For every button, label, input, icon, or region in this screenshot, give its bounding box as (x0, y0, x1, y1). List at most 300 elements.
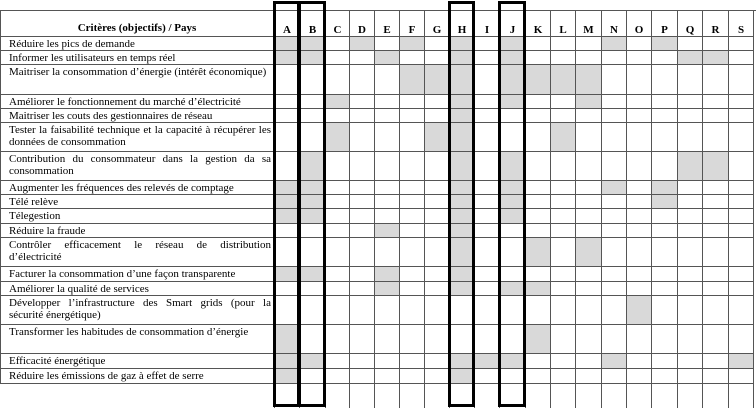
shaded-cell (450, 267, 475, 282)
empty-cell (678, 369, 703, 384)
empty-cell (425, 95, 450, 109)
shaded-cell (450, 123, 475, 152)
column-header-n: N (602, 10, 627, 37)
empty-cell (375, 238, 400, 267)
empty-cell (350, 123, 375, 152)
empty-cell (475, 152, 500, 181)
empty-cell (576, 209, 602, 224)
empty-cell (678, 195, 703, 209)
empty-cell (652, 282, 678, 296)
empty-cell (729, 282, 754, 296)
empty-cell (576, 282, 602, 296)
empty-cell (375, 123, 400, 152)
shaded-cell (275, 369, 300, 384)
column-header-q: Q (678, 10, 703, 37)
row-label: Télé relève (0, 195, 275, 209)
empty-cell (326, 51, 350, 65)
empty-cell (326, 296, 350, 325)
shaded-cell (500, 37, 526, 51)
empty-cell (475, 238, 500, 267)
row-label: Améliorer la qualité de services (0, 282, 275, 296)
empty-cell (450, 325, 475, 354)
empty-cell (678, 354, 703, 369)
empty-cell (576, 325, 602, 354)
empty-cell (652, 152, 678, 181)
row-label: Développer l’infrastructure des Smart grids (pour la sécurité énergétique) (0, 296, 275, 325)
empty-cell (300, 95, 326, 109)
shaded-cell (300, 152, 326, 181)
empty-cell (526, 267, 551, 282)
empty-cell (275, 95, 300, 109)
shaded-cell (275, 354, 300, 369)
shaded-cell (652, 181, 678, 195)
empty-cell (275, 296, 300, 325)
shaded-cell (500, 181, 526, 195)
row-label: Augmenter les fréquences des relevés de comptage (0, 181, 275, 195)
empty-cell (500, 238, 526, 267)
empty-cell (350, 369, 375, 384)
empty-cell (627, 384, 652, 408)
row-label: Maitriser la consommation d’énergie (intérêt économique) (0, 65, 275, 95)
shaded-cell (526, 238, 551, 267)
empty-cell (475, 95, 500, 109)
empty-cell (526, 95, 551, 109)
empty-cell (400, 354, 425, 369)
shaded-cell (275, 267, 300, 282)
empty-cell (652, 65, 678, 95)
empty-cell (400, 51, 425, 65)
empty-cell (425, 51, 450, 65)
empty-cell (678, 37, 703, 51)
empty-cell (475, 296, 500, 325)
empty-cell (0, 384, 275, 408)
empty-cell (551, 37, 576, 51)
column-header-m: M (576, 10, 602, 37)
empty-cell (627, 95, 652, 109)
empty-cell (350, 95, 375, 109)
empty-cell (602, 224, 627, 238)
column-header-b: B (300, 10, 326, 37)
shaded-cell (500, 152, 526, 181)
empty-cell (576, 195, 602, 209)
empty-cell (400, 238, 425, 267)
column-header-j: J (500, 10, 526, 37)
empty-cell (703, 224, 729, 238)
empty-cell (300, 384, 326, 408)
shaded-cell (450, 181, 475, 195)
shaded-cell (300, 195, 326, 209)
empty-cell (678, 209, 703, 224)
empty-cell (400, 209, 425, 224)
empty-cell (703, 238, 729, 267)
shaded-cell (602, 354, 627, 369)
shaded-cell (576, 95, 602, 109)
empty-cell (275, 65, 300, 95)
empty-cell (375, 325, 400, 354)
shaded-cell (450, 37, 475, 51)
row-label: Maitriser les couts des gestionnaires de réseau (0, 109, 275, 123)
shaded-cell (450, 152, 475, 181)
empty-cell (526, 152, 551, 181)
empty-cell (551, 325, 576, 354)
empty-cell (300, 238, 326, 267)
empty-cell (326, 282, 350, 296)
empty-cell (425, 209, 450, 224)
shaded-cell (450, 369, 475, 384)
column-header-l: L (551, 10, 576, 37)
shaded-cell (450, 209, 475, 224)
shaded-cell (450, 65, 475, 95)
empty-cell (652, 296, 678, 325)
empty-cell (425, 384, 450, 408)
empty-cell (652, 238, 678, 267)
shaded-cell (375, 282, 400, 296)
empty-cell (275, 123, 300, 152)
shaded-cell (500, 65, 526, 95)
empty-cell (375, 152, 400, 181)
shaded-cell (450, 51, 475, 65)
empty-cell (375, 195, 400, 209)
empty-cell (627, 267, 652, 282)
empty-cell (729, 51, 754, 65)
shaded-cell (300, 181, 326, 195)
empty-cell (703, 37, 729, 51)
shaded-cell (602, 181, 627, 195)
empty-cell (350, 51, 375, 65)
empty-cell (275, 224, 300, 238)
empty-cell (703, 209, 729, 224)
empty-cell (350, 384, 375, 408)
empty-cell (678, 267, 703, 282)
row-label: Améliorer le fonctionnement du marché d’électricité (0, 95, 275, 109)
shaded-cell (275, 181, 300, 195)
shaded-cell (652, 37, 678, 51)
empty-cell (400, 267, 425, 282)
column-header-g: G (425, 10, 450, 37)
shaded-cell (375, 224, 400, 238)
empty-cell (326, 384, 350, 408)
row-label: Réduire les pics de demande (0, 37, 275, 51)
empty-cell (602, 267, 627, 282)
shaded-cell (275, 51, 300, 65)
empty-cell (425, 238, 450, 267)
empty-cell (425, 267, 450, 282)
empty-cell (475, 267, 500, 282)
column-header-r: R (703, 10, 729, 37)
empty-cell (576, 384, 602, 408)
empty-cell (729, 238, 754, 267)
shaded-cell (275, 195, 300, 209)
shaded-cell (450, 224, 475, 238)
empty-cell (500, 296, 526, 325)
shaded-cell (703, 51, 729, 65)
empty-cell (375, 109, 400, 123)
empty-cell (350, 282, 375, 296)
empty-cell (703, 267, 729, 282)
empty-cell (375, 37, 400, 51)
shaded-cell (450, 195, 475, 209)
shaded-cell (627, 296, 652, 325)
empty-cell (703, 384, 729, 408)
empty-cell (375, 369, 400, 384)
empty-cell (326, 325, 350, 354)
empty-cell (475, 181, 500, 195)
empty-cell (652, 51, 678, 65)
shaded-cell (678, 51, 703, 65)
empty-cell (350, 296, 375, 325)
empty-cell (526, 224, 551, 238)
empty-cell (400, 95, 425, 109)
empty-cell (627, 325, 652, 354)
empty-cell (627, 51, 652, 65)
row-label: Contribution du consommateur dans la gestion da sa consommation (0, 152, 275, 181)
empty-cell (703, 325, 729, 354)
empty-cell (526, 296, 551, 325)
shaded-cell (526, 282, 551, 296)
empty-cell (576, 123, 602, 152)
empty-cell (526, 369, 551, 384)
shaded-cell (275, 37, 300, 51)
empty-cell (526, 384, 551, 408)
empty-cell (602, 51, 627, 65)
empty-cell (425, 224, 450, 238)
shaded-cell (526, 325, 551, 354)
empty-cell (703, 95, 729, 109)
empty-cell (678, 325, 703, 354)
empty-cell (627, 123, 652, 152)
empty-cell (300, 296, 326, 325)
shaded-cell (500, 354, 526, 369)
empty-cell (526, 209, 551, 224)
empty-cell (551, 354, 576, 369)
empty-cell (425, 37, 450, 51)
column-header-h: H (450, 10, 475, 37)
shaded-cell (300, 267, 326, 282)
empty-cell (475, 282, 500, 296)
empty-cell (678, 238, 703, 267)
column-header-a: A (275, 10, 300, 37)
empty-cell (703, 354, 729, 369)
shaded-cell (450, 282, 475, 296)
empty-cell (551, 209, 576, 224)
empty-cell (326, 238, 350, 267)
empty-cell (627, 238, 652, 267)
empty-cell (703, 195, 729, 209)
row-label: Réduire la fraude (0, 224, 275, 238)
empty-cell (729, 152, 754, 181)
empty-cell (551, 51, 576, 65)
shaded-cell (678, 152, 703, 181)
empty-cell (627, 224, 652, 238)
empty-cell (526, 123, 551, 152)
empty-cell (602, 369, 627, 384)
empty-cell (551, 181, 576, 195)
empty-cell (729, 181, 754, 195)
column-header-d: D (350, 10, 375, 37)
empty-cell (350, 109, 375, 123)
empty-cell (375, 181, 400, 195)
empty-cell (602, 238, 627, 267)
empty-cell (475, 384, 500, 408)
empty-cell (627, 354, 652, 369)
empty-cell (475, 123, 500, 152)
header-criteria-label: Critères (objectifs) / Pays (0, 10, 275, 37)
empty-cell (551, 224, 576, 238)
empty-cell (500, 369, 526, 384)
empty-cell (729, 384, 754, 408)
empty-cell (729, 296, 754, 325)
shaded-cell (300, 51, 326, 65)
empty-cell (350, 209, 375, 224)
empty-cell (551, 267, 576, 282)
empty-cell (576, 267, 602, 282)
empty-cell (602, 95, 627, 109)
empty-cell (576, 109, 602, 123)
shaded-cell (300, 37, 326, 51)
empty-cell (350, 152, 375, 181)
empty-cell (703, 109, 729, 123)
empty-cell (475, 51, 500, 65)
empty-cell (300, 123, 326, 152)
empty-cell (526, 37, 551, 51)
empty-cell (400, 369, 425, 384)
empty-cell (602, 384, 627, 408)
empty-cell (326, 65, 350, 95)
empty-cell (729, 267, 754, 282)
empty-cell (400, 224, 425, 238)
empty-cell (500, 123, 526, 152)
empty-cell (350, 238, 375, 267)
column-header-s: S (729, 10, 754, 37)
shaded-cell (500, 95, 526, 109)
column-header-k: K (526, 10, 551, 37)
empty-cell (350, 354, 375, 369)
shaded-cell (551, 123, 576, 152)
empty-cell (326, 181, 350, 195)
empty-cell (576, 152, 602, 181)
empty-cell (729, 369, 754, 384)
empty-cell (375, 209, 400, 224)
empty-cell (652, 123, 678, 152)
empty-cell (475, 37, 500, 51)
empty-cell (551, 384, 576, 408)
shaded-cell (450, 109, 475, 123)
empty-cell (678, 95, 703, 109)
empty-cell (326, 267, 350, 282)
empty-cell (400, 325, 425, 354)
row-label: Informer les utilisateurs en temps réel (0, 51, 275, 65)
row-label: Efficacité énergétique (0, 354, 275, 369)
shaded-cell (425, 65, 450, 95)
column-header-p: P (652, 10, 678, 37)
empty-cell (375, 354, 400, 369)
empty-cell (602, 123, 627, 152)
empty-cell (475, 325, 500, 354)
empty-cell (602, 195, 627, 209)
empty-cell (400, 384, 425, 408)
empty-cell (602, 152, 627, 181)
row-label: Tester la faisabilité technique et la capacité à récupérer les données de consommation (0, 123, 275, 152)
empty-cell (551, 282, 576, 296)
empty-cell (275, 384, 300, 408)
empty-cell (326, 152, 350, 181)
empty-cell (627, 181, 652, 195)
shaded-cell (326, 123, 350, 152)
shaded-cell (375, 267, 400, 282)
shaded-cell (500, 195, 526, 209)
empty-cell (576, 296, 602, 325)
empty-cell (729, 209, 754, 224)
column-header-c: C (326, 10, 350, 37)
empty-cell (602, 282, 627, 296)
empty-cell (652, 267, 678, 282)
empty-cell (400, 296, 425, 325)
shaded-cell (300, 209, 326, 224)
shaded-cell (576, 238, 602, 267)
empty-cell (627, 65, 652, 95)
empty-cell (678, 296, 703, 325)
empty-cell (500, 224, 526, 238)
empty-cell (652, 209, 678, 224)
empty-cell (729, 95, 754, 109)
shaded-cell (475, 354, 500, 369)
shaded-cell (350, 37, 375, 51)
empty-cell (678, 181, 703, 195)
shaded-cell (500, 282, 526, 296)
empty-cell (627, 282, 652, 296)
empty-cell (551, 195, 576, 209)
empty-cell (400, 109, 425, 123)
empty-cell (652, 95, 678, 109)
empty-cell (576, 224, 602, 238)
empty-cell (678, 123, 703, 152)
empty-cell (450, 296, 475, 325)
shaded-cell (500, 51, 526, 65)
empty-cell (326, 195, 350, 209)
empty-cell (400, 152, 425, 181)
empty-cell (475, 109, 500, 123)
shaded-cell (500, 209, 526, 224)
empty-cell (729, 65, 754, 95)
row-label: Réduire les émissions de gaz à effet de serre (0, 369, 275, 384)
empty-cell (375, 384, 400, 408)
empty-cell (425, 181, 450, 195)
shaded-cell (450, 238, 475, 267)
empty-cell (703, 65, 729, 95)
shaded-cell (602, 37, 627, 51)
empty-cell (275, 109, 300, 123)
empty-cell (425, 282, 450, 296)
empty-cell (729, 37, 754, 51)
empty-cell (627, 37, 652, 51)
empty-cell (602, 109, 627, 123)
empty-cell (551, 238, 576, 267)
empty-cell (576, 354, 602, 369)
empty-cell (678, 384, 703, 408)
column-header-i: I (475, 10, 500, 37)
empty-cell (375, 296, 400, 325)
shaded-cell (275, 209, 300, 224)
empty-cell (326, 37, 350, 51)
empty-cell (425, 369, 450, 384)
shaded-cell (576, 65, 602, 95)
empty-cell (326, 209, 350, 224)
empty-cell (703, 123, 729, 152)
empty-cell (526, 195, 551, 209)
empty-cell (400, 195, 425, 209)
empty-cell (576, 51, 602, 65)
shaded-cell (375, 51, 400, 65)
